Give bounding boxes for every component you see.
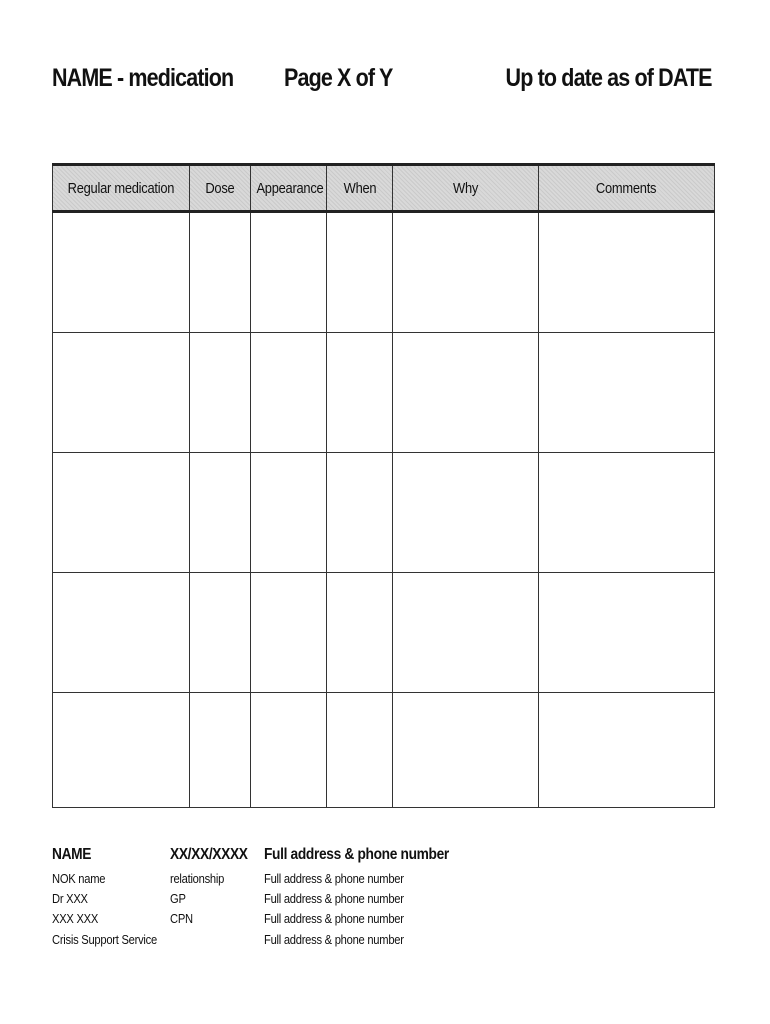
when-cell[interactable] — [327, 212, 393, 333]
contact-heading-row — [52, 846, 712, 866]
column-header-dose — [190, 165, 251, 212]
comments-cell[interactable] — [539, 212, 715, 333]
column-header-label: Appearance — [256, 179, 324, 197]
column-header-when — [327, 165, 393, 212]
contact-address: Full address & phone number — [264, 871, 404, 886]
why-cell[interactable] — [393, 693, 539, 808]
why-cell[interactable] — [393, 212, 539, 333]
contact-name: XXX XXX — [52, 911, 99, 926]
page-header — [52, 64, 712, 104]
dose-cell[interactable] — [190, 453, 251, 573]
table-header-row — [53, 165, 715, 212]
column-header-regular-medication — [53, 165, 190, 212]
contact-relation: relationship — [170, 871, 225, 886]
patient-address: Full address & phone number — [264, 846, 449, 863]
when-cell[interactable] — [327, 573, 393, 693]
appearance-cell[interactable] — [251, 573, 327, 693]
contact-row — [52, 932, 712, 952]
date-of-birth: XX/XX/XXXX — [170, 846, 248, 863]
appearance-cell[interactable] — [251, 693, 327, 808]
contact-relation: GP — [170, 891, 186, 906]
column-header-why — [393, 165, 539, 212]
table-row — [53, 693, 715, 808]
medication-cell[interactable] — [53, 693, 190, 808]
contact-address: Full address & phone number — [264, 932, 404, 947]
why-cell[interactable] — [393, 573, 539, 693]
contact-address: Full address & phone number — [264, 911, 404, 926]
page-number: Page X of Y — [284, 64, 393, 92]
table-row — [53, 333, 715, 453]
column-header-label: Why — [452, 179, 479, 197]
medication-cell[interactable] — [53, 212, 190, 333]
contact-name: Dr XXX — [52, 891, 88, 906]
dose-cell[interactable] — [190, 333, 251, 453]
comments-cell[interactable] — [539, 693, 715, 808]
table-row — [53, 453, 715, 573]
when-cell[interactable] — [327, 333, 393, 453]
when-cell[interactable] — [327, 693, 393, 808]
column-header-label: When — [343, 179, 376, 197]
appearance-cell[interactable] — [251, 333, 327, 453]
table-row — [53, 212, 715, 333]
updated-date: Up to date as of DATE — [505, 64, 712, 92]
comments-cell[interactable] — [539, 333, 715, 453]
medication-cell[interactable] — [53, 333, 190, 453]
dose-cell[interactable] — [190, 693, 251, 808]
column-header-appearance — [251, 165, 327, 212]
why-cell[interactable] — [393, 453, 539, 573]
contact-name: Crisis Support Service — [52, 932, 157, 947]
appearance-cell[interactable] — [251, 453, 327, 573]
medication-cell[interactable] — [53, 453, 190, 573]
when-cell[interactable] — [327, 453, 393, 573]
column-header-label: Dose — [205, 179, 235, 197]
contact-relation: CPN — [170, 911, 193, 926]
column-header-label: Comments — [596, 179, 657, 197]
contact-details — [52, 846, 712, 956]
appearance-cell[interactable] — [251, 212, 327, 333]
why-cell[interactable] — [393, 333, 539, 453]
dose-cell[interactable] — [190, 212, 251, 333]
contact-address: Full address & phone number — [264, 891, 404, 906]
table-row — [53, 573, 715, 693]
contact-row — [52, 891, 712, 911]
dose-cell[interactable] — [190, 573, 251, 693]
contact-name: NOK name — [52, 871, 106, 886]
medication-table — [52, 163, 715, 808]
patient-name: NAME — [52, 846, 92, 863]
contact-row — [52, 911, 712, 931]
column-header-comments — [539, 165, 715, 212]
medication-cell[interactable] — [53, 573, 190, 693]
column-header-label: Regular medication — [67, 179, 175, 197]
comments-cell[interactable] — [539, 453, 715, 573]
comments-cell[interactable] — [539, 573, 715, 693]
contact-row — [52, 871, 712, 891]
document-title: NAME - medication — [52, 64, 234, 92]
